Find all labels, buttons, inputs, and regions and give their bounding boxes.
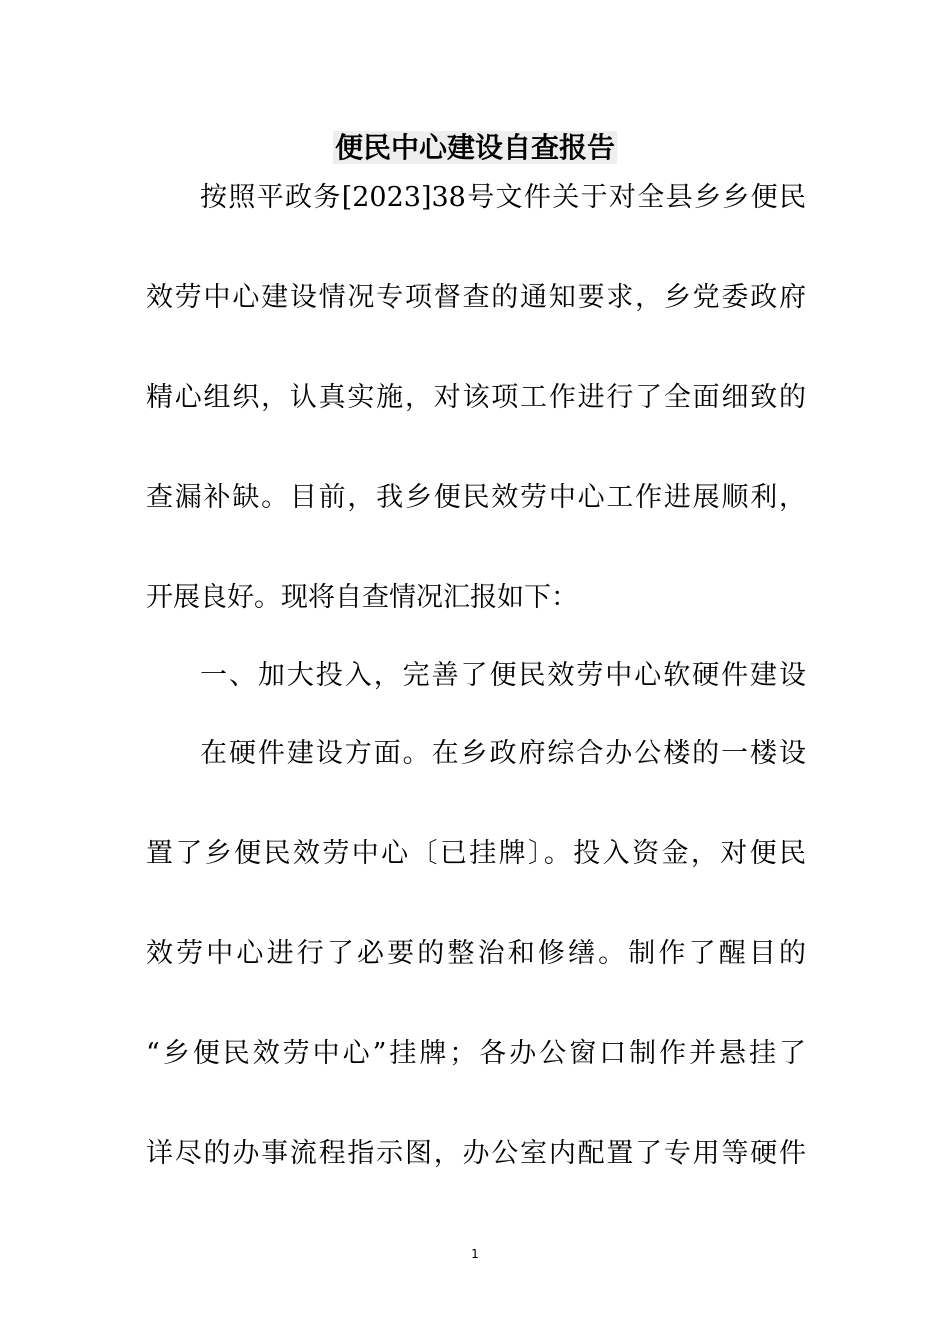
paragraph-line-2: 效劳中心建设情况专项督查的通知要求，乡党委政府	[146, 282, 806, 313]
paragraph-line-6: 在硬件建设方面。在乡政府综合办公楼的一楼设	[200, 738, 806, 769]
page-number: 1	[471, 1247, 479, 1261]
paragraph-line-10: 详尽的办事流程指示图，办公室内配置了专用等硬件	[146, 1138, 806, 1169]
paragraph-line-5: 开展良好。现将自查情况汇报如下：	[146, 582, 578, 613]
paragraph-line-9: “乡便民效劳中心”挂牌；各办公窗口制作并悬挂了	[146, 1038, 806, 1069]
paragraph-line-3: 精心组织，认真实施，对该项工作进行了全面细致的	[146, 382, 806, 413]
paragraph-line-7: 置了乡便民效劳中心〔已挂牌〕。投入资金，对便民	[146, 838, 806, 869]
document-title	[0, 128, 950, 168]
section-heading-1: 一、加大投入，完善了便民效劳中心软硬件建设	[200, 660, 806, 691]
paragraph-line-8: 效劳中心进行了必要的整治和修缮。制作了醒目的	[146, 938, 806, 969]
document-title-text: 便民中心建设自查报告	[334, 131, 615, 164]
paragraph-line-1: 按照平政务[2023]38号文件关于对全县乡乡便民	[200, 182, 806, 213]
paragraph-line-4: 查漏补缺。目前，我乡便民效劳中心工作进展顺利，	[146, 482, 806, 513]
